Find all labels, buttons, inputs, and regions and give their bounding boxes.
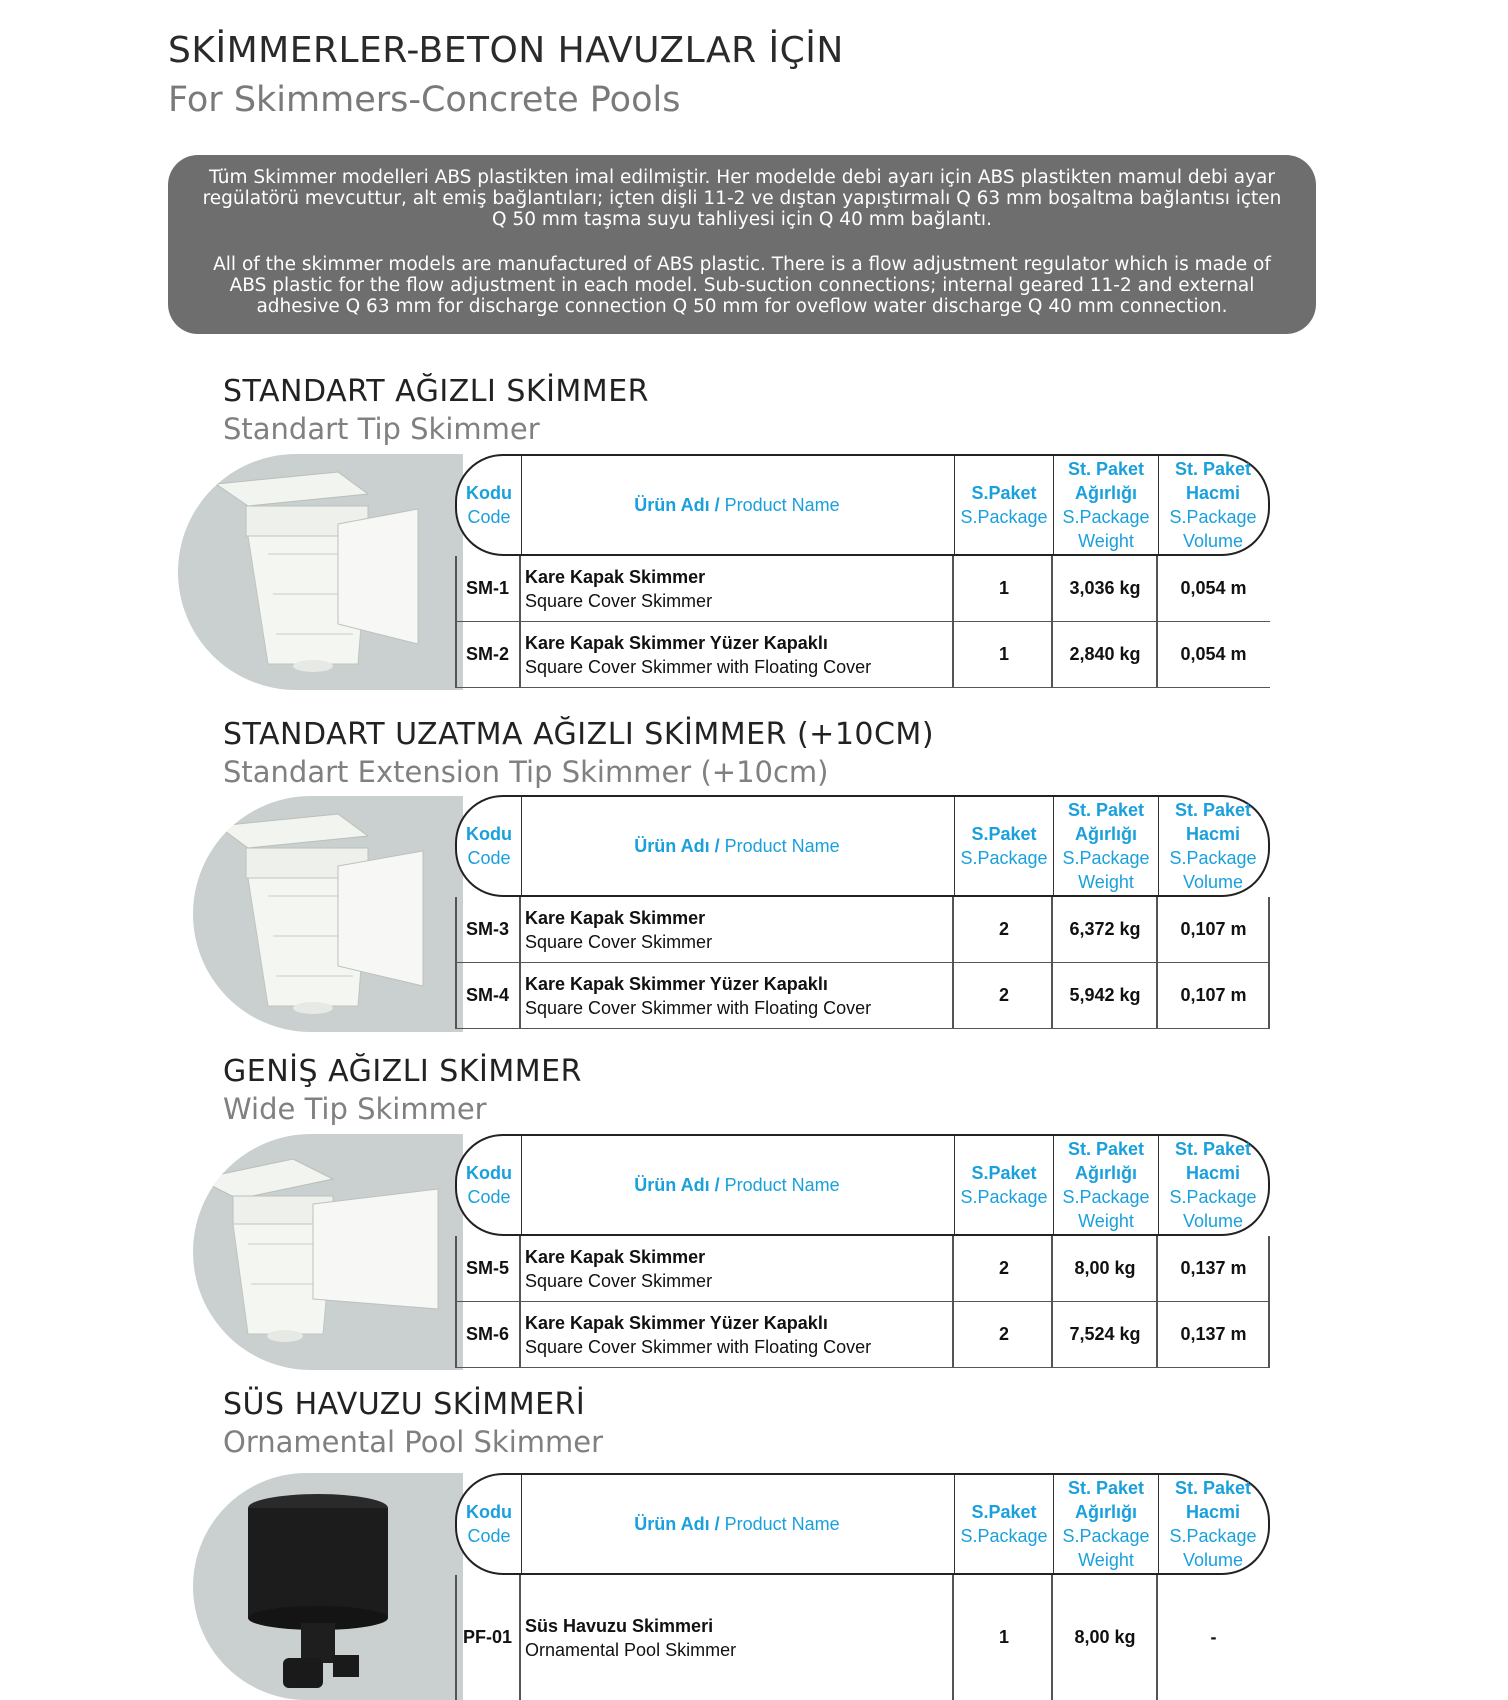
section-subtitle: Standart Extension Tip Skimmer (+10cm) bbox=[223, 755, 829, 789]
table-header: Kodu Code Ürün Adı / Product Name S.Paket S.Package St. Paket Ağırlığı S.Package Weight St. Paket Hacmi S.Package Volume bbox=[455, 1473, 1270, 1575]
section-wide bbox=[0, 1050, 1508, 1370]
section-extension bbox=[0, 713, 1508, 1033]
intro-text-tr: Tüm Skimmer modelleri ABS plastikten imal edilmiştir. Her modelde debi ayarı için ABS plastikten mamul debi ayar regülatörü mevcuttur, alt emiş bağlantıları; içten dişli 11-2 ve dıştan yapıştırmalı Q 63 mm boşaltma bağlantısı içten Q 50 mm taşma suyu tahliyesi için Q 40 mm bağlantı. bbox=[202, 167, 1282, 230]
section-title: SÜS HAVUZU SKİMMERİ bbox=[223, 1387, 586, 1422]
intro-box bbox=[168, 155, 1316, 334]
table-row: SM-4 Kare Kapak Skimmer Yüzer Kapaklı Square Cover Skimmer with Floating Cover 2 5,942 kg 0,107 m bbox=[455, 963, 1270, 1029]
table-row: SM-6 Kare Kapak Skimmer Yüzer Kapaklı Square Cover Skimmer with Floating Cover 2 7,524 kg 0,137 m bbox=[455, 1302, 1270, 1368]
table-body bbox=[455, 897, 1270, 1029]
skimmer-photo bbox=[193, 796, 463, 1032]
table-row: SM-3 Kare Kapak Skimmer Square Cover Skimmer 2 6,372 kg 0,107 m bbox=[455, 897, 1270, 963]
table-row: SM-1 Kare Kapak Skimmer Square Cover Skimmer 1 3,036 kg 0,054 m bbox=[455, 556, 1270, 622]
section-subtitle: Standart Tip Skimmer bbox=[223, 412, 540, 446]
section-standart bbox=[0, 370, 1508, 690]
table-row: PF-01 Süs Havuzu Skimmeri Ornamental Pool Skimmer 1 8,00 kg - bbox=[462, 1615, 1217, 1660]
table-header: Kodu Code Ürün Adı / Product Name S.Paket S.Package St. Paket Ağırlığı S.Package Weight St. Paket Hacmi S.Package Volume bbox=[455, 1134, 1270, 1236]
table-body bbox=[455, 556, 1270, 688]
skimmer-photo bbox=[193, 1134, 463, 1370]
page-title: SKİMMERLER-BETON HAVUZLAR İÇİN bbox=[168, 30, 844, 71]
section-subtitle: Wide Tip Skimmer bbox=[223, 1092, 487, 1126]
table-body bbox=[455, 1575, 1270, 1700]
page-subtitle: For Skimmers-Concrete Pools bbox=[168, 80, 681, 120]
table-header: Kodu Code Ürün Adı / Product Name S.Paket S.Package St. Paket Ağırlığı S.Package Weight St. Paket Hacmi S.Package Volume bbox=[455, 454, 1270, 556]
skimmer-photo bbox=[193, 1473, 463, 1700]
table-row: SM-2 Kare Kapak Skimmer Yüzer Kapaklı Square Cover Skimmer with Floating Cover 1 2,840 kg 0,054 m bbox=[455, 622, 1270, 688]
section-title: STANDART UZATMA AĞIZLI SKİMMER (+10CM) bbox=[223, 717, 935, 752]
table-row: SM-5 Kare Kapak Skimmer Square Cover Skimmer 2 8,00 kg 0,137 m bbox=[455, 1236, 1270, 1302]
skimmer-photo bbox=[178, 454, 463, 690]
section-title: GENİŞ AĞIZLI SKİMMER bbox=[223, 1054, 582, 1089]
table-header: Kodu Code Ürün Adı / Product Name S.Paket S.Package St. Paket Ağırlığı S.Package Weight St. Paket Hacmi S.Package Volume bbox=[455, 795, 1270, 897]
intro-text-en: All of the skimmer models are manufactured of ABS plastic. There is a flow adjustment regulator which is made of ABS plastic for the flow adjustment in each model. Sub-suction connections; internal geared 11-2 and external adhesive Q 63 mm for discharge connection Q 50 mm for oveflow water discharge Q 40 mm connection. bbox=[213, 254, 1271, 317]
table-body bbox=[455, 1236, 1270, 1368]
section-title: STANDART AĞIZLI SKİMMER bbox=[223, 374, 649, 409]
section-subtitle: Ornamental Pool Skimmer bbox=[223, 1425, 604, 1459]
section-ornamental bbox=[0, 1383, 1508, 1700]
